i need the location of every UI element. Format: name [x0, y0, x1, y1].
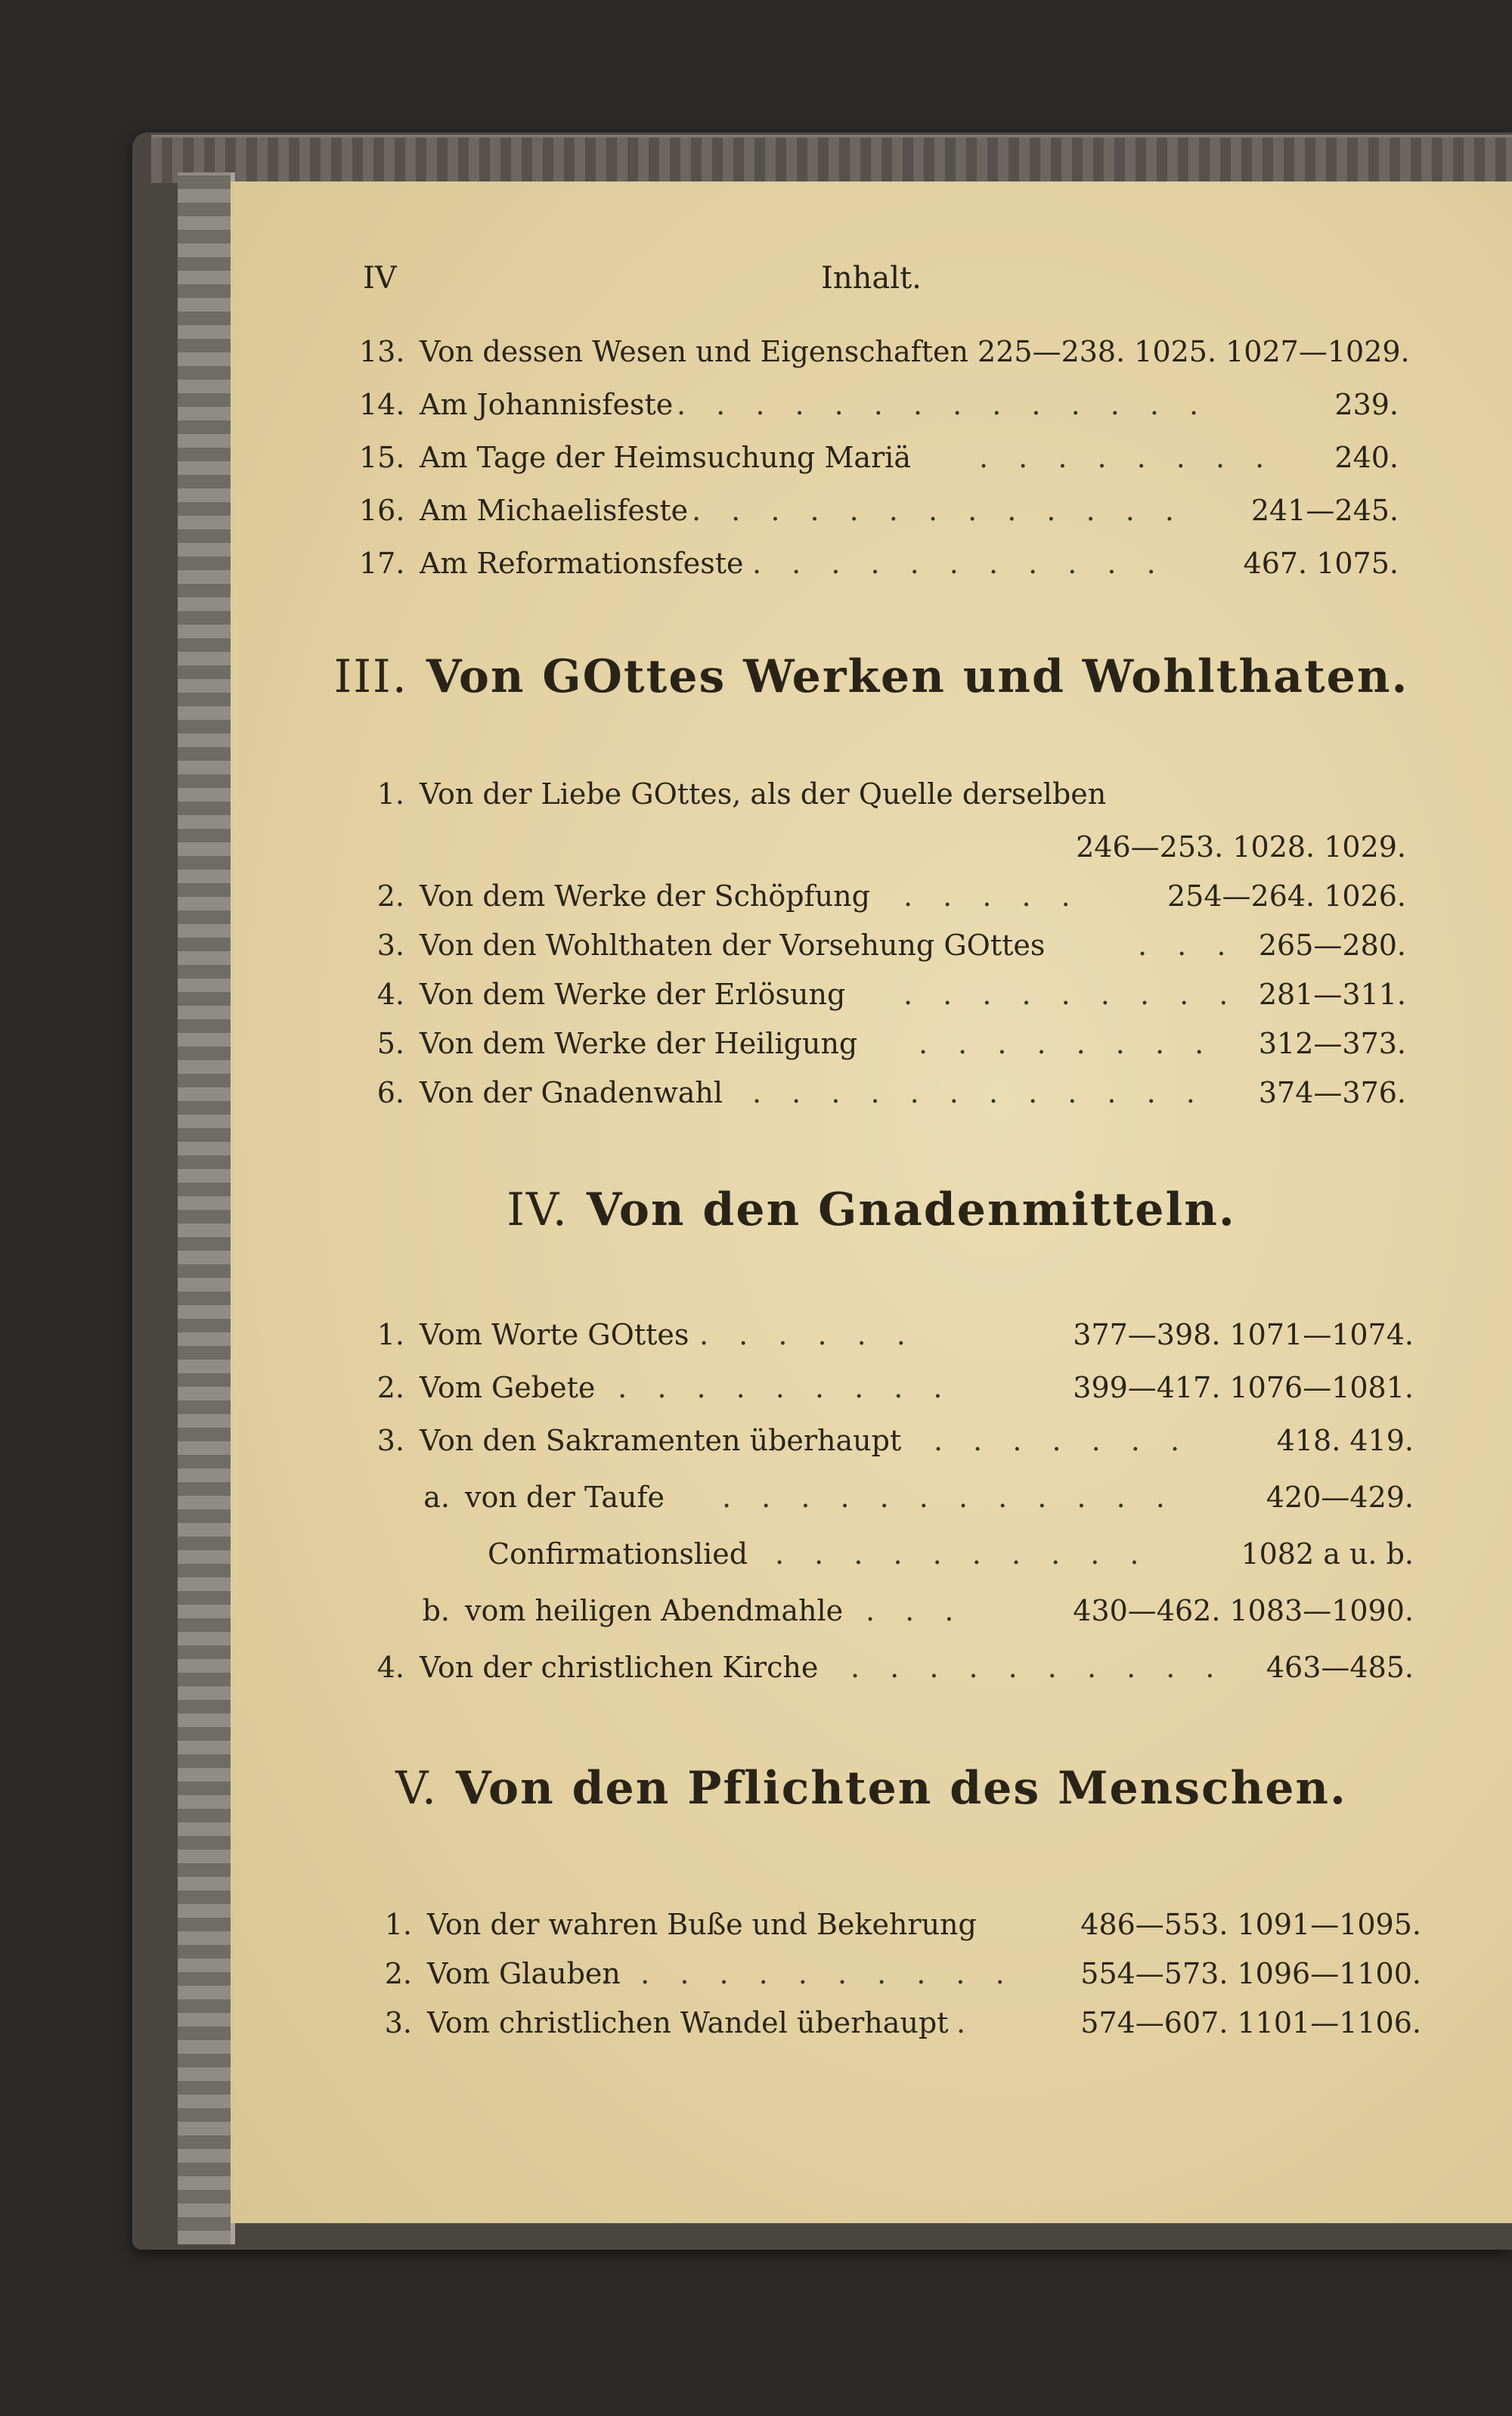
leader-dots: . . .	[1138, 929, 1237, 962]
entry-refs: 281—311.	[1258, 978, 1406, 1011]
toc-entry	[359, 1312, 1414, 1357]
leader-dots: . . . . . .	[699, 1318, 916, 1351]
entry-number: 4.	[376, 978, 404, 1011]
leader-dots: . . . . . . .	[934, 1424, 1191, 1457]
entry-number: 3.	[376, 1424, 404, 1457]
entry-number: 14.	[359, 388, 405, 421]
section-title: Von den Pflichten des Menschen.	[456, 1762, 1347, 1815]
entry-title: Von der wahren Buße und Bekehrung	[427, 1908, 977, 1941]
entry-number: 16.	[359, 494, 405, 527]
entry-number: 6.	[376, 1076, 404, 1109]
entry-title: Von dessen Wesen und Eigenschaften 225—238. 1025. 1027—1029.	[420, 335, 1410, 368]
entry-number: 13.	[359, 335, 405, 368]
entry-refs: 554—573. 1096—1100.	[1080, 1957, 1421, 1990]
entry-title: Von den Wohlthaten der Vorsehung GOttes	[420, 929, 1046, 962]
page-number: IV	[363, 261, 397, 296]
entry-title: Vom Glauben	[427, 1957, 621, 1990]
toc-entry	[359, 1645, 1414, 1690]
leader-dots: . . . . . . . . .	[903, 978, 1239, 1011]
toc-entry	[367, 1951, 1421, 1996]
section-heading-iv	[231, 1183, 1512, 1236]
entry-refs: 1082 a u. b.	[1241, 1537, 1414, 1571]
entry-number: 3.	[384, 2006, 412, 2039]
leader-dots: . . . . . . . . . . . . .	[692, 494, 1185, 527]
entry-refs: 399—417. 1076—1081.	[1073, 1371, 1414, 1404]
entry-refs: 240.	[1334, 441, 1399, 474]
toc-entry	[359, 435, 1399, 480]
entry-refs: 241—245.	[1250, 494, 1399, 527]
toc-subentry	[404, 1475, 1414, 1520]
entry-number: 5.	[376, 1027, 404, 1060]
entry-refs: 265—280.	[1258, 929, 1406, 962]
toc-entry	[359, 1418, 1414, 1463]
book-spine-edge	[178, 172, 235, 2244]
running-title: Inhalt.	[821, 261, 922, 296]
entry-refs: 486—553. 1091—1095.	[1080, 1908, 1421, 1941]
leader-dots: . . . . . . . . . . . .	[752, 1076, 1206, 1109]
entry-number: 4.	[376, 1651, 404, 1684]
entry-number: a.	[423, 1481, 450, 1514]
entry-number: 2.	[384, 1957, 412, 1990]
toc-subentry	[404, 1588, 1414, 1633]
entry-refs: 239.	[1334, 388, 1399, 421]
section-heading-v	[231, 1762, 1512, 1815]
toc-entry	[359, 972, 1406, 1017]
entry-number: 17.	[359, 547, 405, 580]
entry-title: Vom christlichen Wandel überhaupt	[427, 2006, 949, 2039]
entry-number: b.	[422, 1594, 450, 1627]
entry-refs: 467. 1075.	[1243, 547, 1399, 580]
toc-subentry	[404, 1531, 1414, 1577]
entry-refs: 420—429.	[1266, 1481, 1414, 1514]
leader-dots: . . . . . . . . . . . .	[722, 1481, 1176, 1514]
entry-number: 2.	[376, 879, 404, 913]
leader-dots: . . . . . . . . . . . . . .	[677, 388, 1210, 421]
section-title: Von GOttes Werken und Wohlthaten.	[426, 650, 1409, 703]
entry-title: Von dem Werke der Heiligung	[420, 1027, 858, 1060]
leader-dots: . . . . . . . . . .	[775, 1537, 1150, 1571]
entry-title: Von dem Werke der Erlösung	[420, 978, 846, 1011]
leader-dots: . . . . . . . . . . .	[752, 547, 1167, 580]
entry-title: Vom Gebete	[420, 1371, 596, 1404]
section-roman: IV.	[507, 1183, 569, 1236]
leader-dots: . . . . .	[903, 879, 1081, 913]
entry-title: Am Johannisfeste	[420, 388, 674, 421]
toc-entry	[359, 329, 1410, 374]
leader-dots: . . . . . . . .	[919, 1027, 1215, 1060]
entry-number: 2.	[376, 1371, 404, 1404]
book-page	[231, 181, 1512, 2223]
toc-entry	[359, 771, 1406, 817]
entry-number: 3.	[376, 929, 404, 962]
toc-entry	[367, 1902, 1421, 1947]
entry-refs: 374—376.	[1258, 1076, 1406, 1109]
entry-refs: 254—264. 1026.	[1167, 879, 1406, 913]
entry-refs: 430—462. 1083—1090.	[1073, 1594, 1414, 1627]
entry-title: Von dem Werke der Schöpfung	[420, 879, 870, 913]
entry-refs: 463—485.	[1266, 1651, 1414, 1684]
entry-title: Von den Sakramenten überhaupt	[420, 1424, 902, 1457]
book-headband	[151, 135, 1512, 183]
entry-title: vom heiligen Abendmahle	[465, 1594, 844, 1627]
entry-title: Von der Gnadenwahl	[420, 1076, 723, 1109]
entry-title: Von der Liebe GOttes, als der Quelle derselben	[420, 777, 1107, 811]
leader-dots: . . . . . . . .	[979, 441, 1275, 474]
toc-entry	[359, 1021, 1406, 1066]
entry-number: 1.	[384, 1908, 412, 1941]
entry-number: 1.	[376, 1318, 404, 1351]
section-roman: V.	[395, 1762, 438, 1815]
entry-title: Vom Worte GOttes	[420, 1318, 689, 1351]
entry-title: Am Michaelisfeste	[420, 494, 689, 527]
entry-title: Am Tage der Heimsuchung Mariä	[420, 441, 911, 474]
entry-refs: 418. 419.	[1276, 1424, 1414, 1457]
entry-number: 1.	[376, 777, 404, 811]
toc-entry	[359, 541, 1399, 586]
leader-dots: .	[956, 2006, 977, 2039]
toc-entry	[359, 1070, 1406, 1115]
leader-dots: . . . . . . . . . .	[578, 1371, 953, 1404]
entry-title: von der Taufe	[465, 1481, 665, 1514]
entry-refs: 312—373.	[1258, 1027, 1406, 1060]
entry-number: 15.	[359, 441, 405, 474]
leader-dots: . . . . . . . . . .	[850, 1651, 1225, 1684]
entry-title: Confirmationslied	[488, 1537, 748, 1571]
entry-refs: 574—607. 1101—1106.	[1080, 2006, 1421, 2039]
section-heading-iii	[231, 650, 1512, 703]
toc-entry	[359, 824, 1406, 870]
toc-entry	[367, 2000, 1421, 2045]
entry-refs: 246—253. 1028. 1029.	[1076, 830, 1406, 864]
leader-dots: . . . . . . . . . . .	[601, 1957, 1015, 1990]
entry-refs: 377—398. 1071—1074.	[1073, 1318, 1414, 1351]
section-roman: III.	[333, 650, 408, 703]
toc-entry	[359, 382, 1399, 427]
toc-entry	[359, 488, 1399, 533]
toc-entry	[359, 873, 1406, 919]
toc-entry	[359, 1365, 1414, 1410]
section-title: Von den Gnadenmitteln.	[586, 1183, 1236, 1236]
entry-title: Von der christlichen Kirche	[420, 1651, 819, 1684]
entry-title: Am Reformationsfeste	[420, 547, 744, 580]
running-header	[231, 261, 1512, 306]
toc-entry	[359, 923, 1406, 968]
leader-dots: . . .	[866, 1594, 965, 1627]
